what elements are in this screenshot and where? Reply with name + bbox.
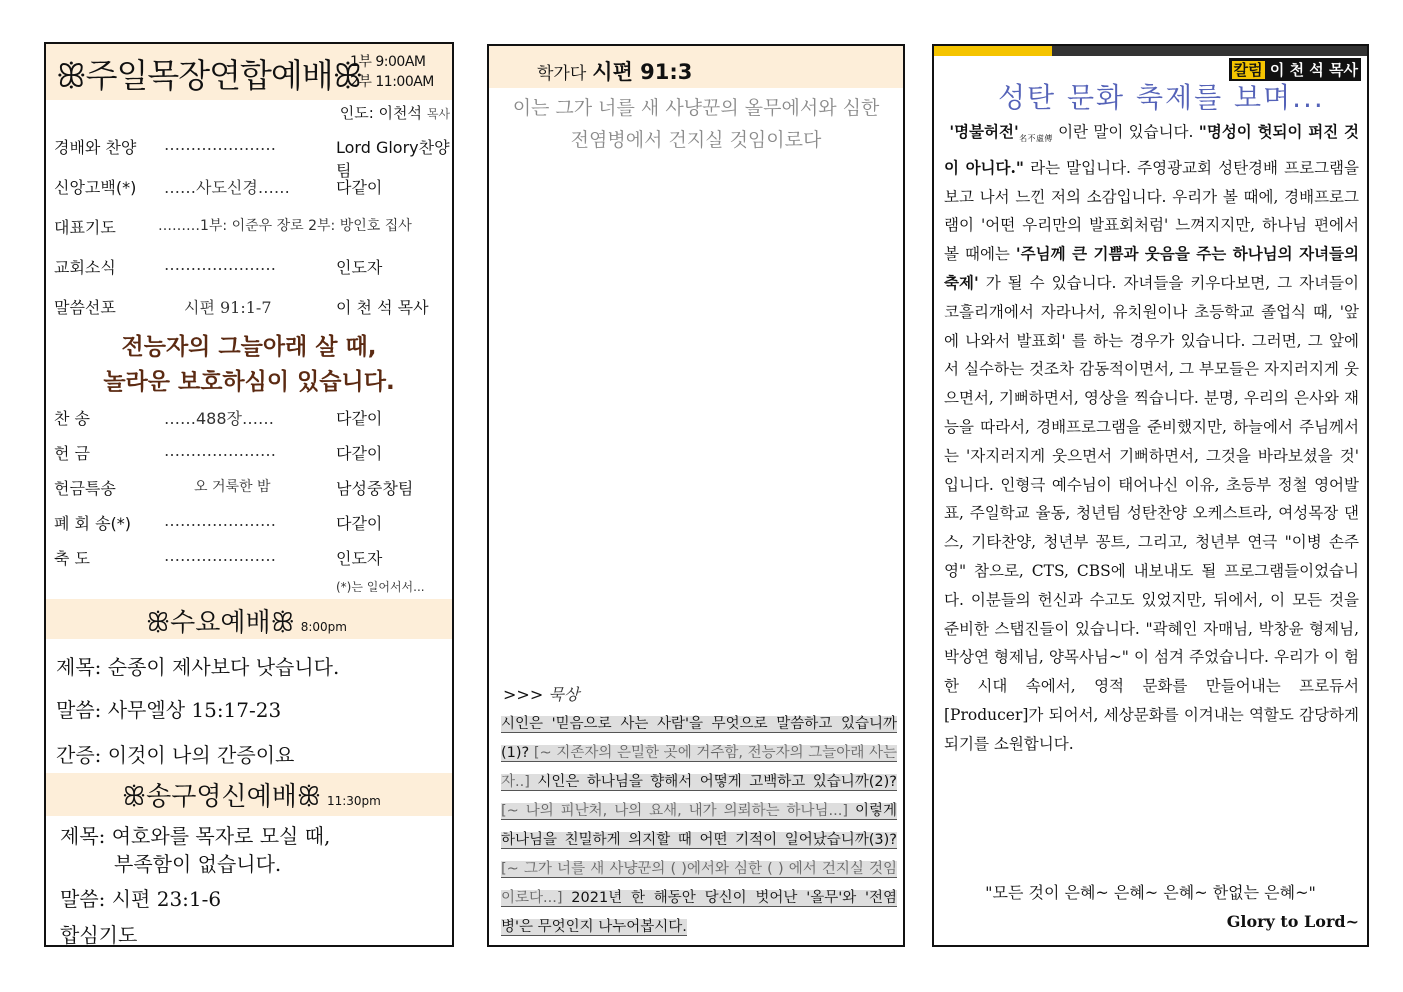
order-leader: 남성중창팀 [336, 479, 414, 498]
order-leader: Lord Glory찬양팀 [336, 138, 450, 180]
leader-title: 목사 [426, 107, 450, 121]
stand-note: (*)는 일어서서... [336, 580, 425, 594]
order-item: 경배와 찬양 [54, 138, 137, 157]
order-row [54, 546, 450, 570]
wednesday-testimony: 간증: 이것이 나의 간증이요 [56, 743, 295, 767]
meditation-hint: [~ 지존자의 은밀한 곳에 거주함, 전능자의 그늘아래 사는 자..] [501, 745, 897, 790]
meditation-label: 학가다 [537, 64, 587, 84]
order-leader: 다같이 [336, 514, 383, 533]
order-dots: ………………… [164, 441, 276, 460]
leader-line [340, 102, 450, 123]
meditation-header-band [489, 46, 903, 88]
sermon-scripture: 시편 91:1-7 [184, 298, 272, 317]
farewell-band [46, 773, 452, 816]
meditation-panel [487, 44, 905, 947]
meditation-header [537, 56, 692, 86]
order-leader: 다같이 [336, 409, 383, 428]
order-dots: ………………… [164, 135, 276, 154]
column-title-band [934, 76, 1367, 112]
verse-line: 전염병에서 건지실 것임이로다 [570, 129, 822, 151]
meditation-hint: [~ 그가 너를 새 사냥꾼의 ( )에서와 심한 ( ) 에서 건지실 것임이로다...] [501, 861, 897, 906]
order-row [54, 511, 450, 535]
order-dots: ………………… [164, 255, 276, 274]
order-item: 헌 금 [54, 444, 90, 463]
farewell-title: ꕥ송구영신예배ꕥ 11:30pm [122, 782, 381, 812]
essay-bold: "명성이 헛되이 퍼진 것이 아니다." [944, 122, 1360, 177]
column-label: 칼럼 [1233, 61, 1263, 79]
accent-bar-dark [1052, 46, 1367, 56]
farewell-subject: 제목: 여호와를 목자로 모실 때, [60, 824, 331, 848]
leader-label: 인도: [339, 104, 374, 122]
order-row [54, 441, 450, 465]
wednesday-scripture: 말씀: 사무엘상 15:17-23 [56, 698, 282, 722]
leader-name: 이천석 [378, 104, 423, 122]
column-essay: '명불허전'$_{名不虛傳}$ 이란 말이 있습니다. "명성이 헛되이 퍼진 것이 아니다." 라는 말입니다. 주영광교회 성탄경배 프로그램을 보고 나서 느낀 저의 소감입니다. 우리가 볼 때에, 경배프로그램이 '어떤 우리만의 발표회처럼' 느껴지지만, 하나님 편에서 볼 때에는 '주님께 큰 기쁨과 웃음을 주는 하나님의 자녀들의 축제' 가 될 수 있습니다. 자녀들을 키우다보면, 그 자녀들이 코흘리개에서 자라나서, 유치원이나 초등학교 졸업식 때, '앞에 나와서 발표회' 를 하는 경우가 있습니다. 그러면, 그 앞에서 실수하는 것조차 감동적이면서, 그 부모들은 자지러지게 웃으면서, 기뻐하면서, 영상을 찍습니다. 분명, 우리의 은사와 재능을 따라서, 경배프로그램을 준비했지만, 하늘에서 주님께서는 '자지러지게 웃으면서 기뻐하면서, 그것을 바라보셨을 것' 입니다. 인형극 예수님이 태어나신 이유, 초등부 정철 영어발표, 주일학교 율동, 청년팀 성탄찬양 오케스트라, 여성목장 댄스, 기타찬양, 청년부 꽁트, 그리고, 청년부 연극 "이병 손주영" 참으로, CTS, CBS에 내보내도 될 프로그램들이었습니다. 이분들의 헌신과 수고도 있었지만, 뒤에서, 이 모든 것을 준비한 스탭진들이 있습니다. "곽혜인 자매님, 박창윤 형제님, 박상연 형제님, 양목사님~" 이 섬겨 주었습니다. 우리가 이 험한 시대 속에서, 영적 문화를 만들어내는 프로듀서[Producer]가 되어서, 세상문화를 이겨내는 역할도 감당하게 되기를 소원합니다. [944, 122, 1360, 753]
verse-text [489, 92, 903, 156]
order-item: 축 도 [54, 549, 90, 568]
order-dots: ………………… [164, 511, 276, 530]
order-leader: 다같이 [336, 444, 383, 463]
order-dots: ……488장…… [164, 409, 274, 428]
sunday-title-band [46, 44, 452, 100]
order-item: 교회소식 [54, 258, 116, 277]
sermon-theme-line: 놀라운 보호하심이 있습니다. [103, 369, 395, 395]
wednesday-time: 8:00pm [300, 620, 347, 634]
column-panel [932, 44, 1369, 947]
meditation-question: 이렇게 하나님을 친밀하게 의지할 때 어떤 기적이 일어났습니까(3)? [501, 803, 897, 848]
blessing-line: "모든 것이 은혜~ 은혜~ 은혜~ 한없는 은혜~" [985, 883, 1316, 902]
order-row [54, 406, 450, 430]
order-row [54, 255, 450, 279]
order-item: 폐 회 송(*) [54, 514, 132, 533]
order-item: 헌금특송 [54, 479, 116, 498]
farewell-scripture: 말씀: 시편 23:1-6 [60, 887, 222, 911]
service-times [350, 52, 434, 92]
sunday-worship-panel [44, 42, 454, 947]
order-item: 말씀선포 [54, 298, 116, 317]
order-leader: 인도자 [336, 549, 383, 568]
essay-bold: '주님께 큰 기쁨과 웃음을 주는 하나님의 자녀들의 축제' [944, 244, 1359, 293]
sermon-theme [46, 330, 452, 400]
meditation-hint: [~ 나의 피난처, 나의 요새, 내가 의뢰하는 하나님...] [501, 803, 855, 819]
order-row [54, 175, 450, 199]
order-row [54, 476, 450, 500]
farewell-subject-cont: 부족함이 없습니다. [114, 852, 282, 876]
column-author: 이 천 석 목사 [1269, 61, 1358, 79]
essay-bold: '명불허전' [949, 122, 1019, 141]
essay-hanja: 名不虛傳 [1018, 134, 1053, 144]
meditation-question: 시인은 '믿음으로 사는 사람'을 무엇으로 말씀하고 있습니까(1)? [501, 716, 897, 761]
special-song: 오 거룩한 밤 [194, 479, 271, 495]
order-item: 대표기도 [54, 218, 116, 237]
column-title: 성탄 문화 축제를 보며... [998, 81, 1325, 114]
meditation-questions [501, 710, 897, 942]
service-time-2: 2부 11:00AM [350, 74, 434, 90]
farewell-prayer: 합심기도 [60, 923, 138, 947]
sunday-title: ꕥ주일목장연합예배ꕥ [56, 56, 363, 95]
order-dots: ………………… [164, 546, 276, 565]
meditation-question: 2021년 한 해동안 당신이 벗어난 '올무'와 '전염병'은 무엇인지 나누어봅시다. [501, 890, 897, 935]
order-leader: 인도자 [336, 258, 383, 277]
meditation-ref: 시편 91:3 [592, 60, 693, 84]
farewell-time: 11:30pm [326, 794, 381, 808]
order-row [54, 135, 450, 180]
order-leader: 이 천 석 목사 [336, 298, 429, 317]
verse-line: 이는 그가 너를 새 사냥꾼의 올무에서와 심한 [512, 97, 880, 119]
order-dots: ………1부: 이준우 장로 2부: 방인호 집사 [158, 218, 412, 234]
wednesday-title: ꕥ수요예배ꕥ 8:00pm [146, 608, 347, 638]
order-row [54, 295, 450, 319]
sermon-theme-line: 전능자의 그늘아래 살 때, [121, 334, 377, 360]
meditation-question: 시인은 하나님을 향해서 어떻게 고백하고 있습니까(2)? [537, 774, 897, 790]
wednesday-subject: 제목: 순종이 제사보다 낫습니다. [56, 655, 340, 679]
wednesday-band [46, 599, 452, 639]
accent-bar-yellow [934, 46, 1052, 56]
order-item: 찬 송 [54, 409, 90, 428]
order-row [54, 215, 450, 239]
order-item: 신앙고백(*) [54, 178, 137, 197]
order-leader: 다같이 [336, 178, 383, 197]
glory-line: Glory to Lord~ [1226, 912, 1359, 931]
meditation-prompt-label: >>> 묵상 [503, 685, 580, 704]
service-time-1: 1부 9:00AM [350, 54, 426, 70]
order-dots: ……사도신경…… [164, 178, 290, 197]
